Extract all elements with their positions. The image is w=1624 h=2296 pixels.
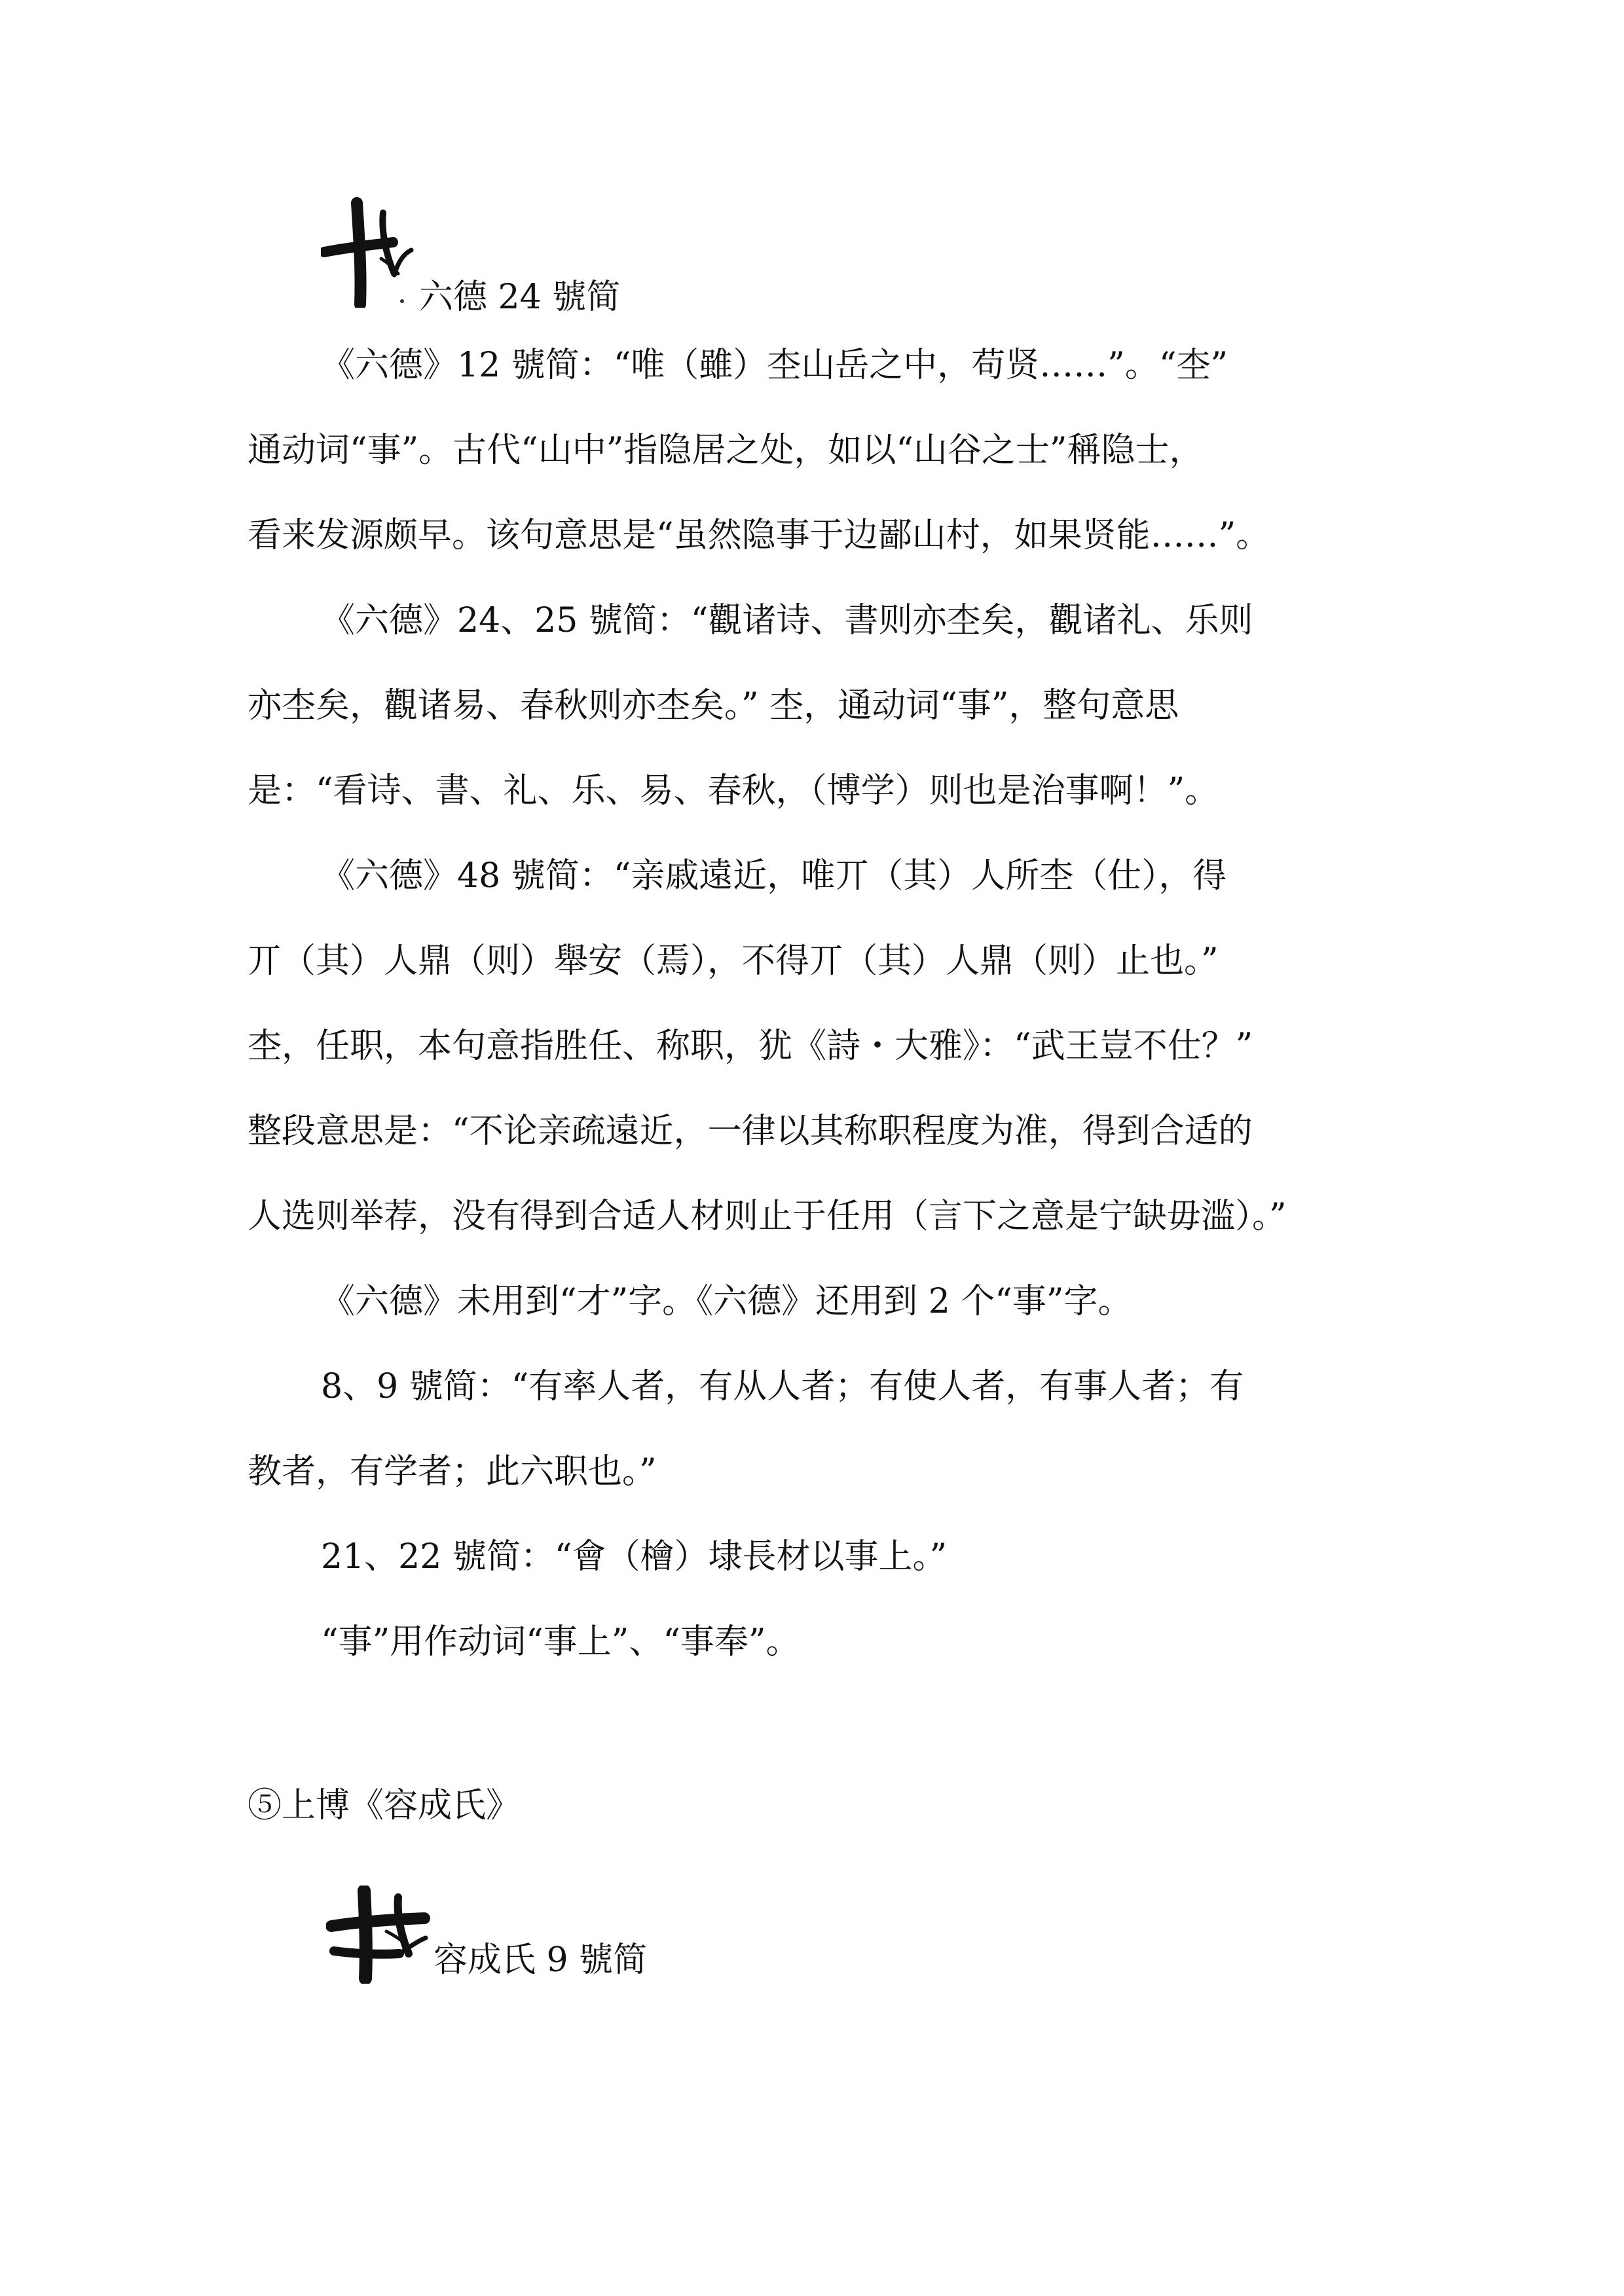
text-line-12: 《六德》未用到“才”字。《六德》还用到 2 个“事”字。 <box>321 1282 1132 1321</box>
text-line-10: 整段意思是：“不论亲疏遠近，一律以其称职程度为准，得到合适的 <box>248 1112 1253 1151</box>
text-line-1: 《六德》12 號简：“唯（雖）杢山岳之中，苟贤……”。“杢” <box>321 346 1228 385</box>
text-line-2: 通动词“事”。古代“山中”指隐居之处，如以“山谷之士”稱隐士， <box>248 431 1204 470</box>
text-line-13: 8、9 號简：“有率人者，有从人者；有使人者，有事人者；有 <box>321 1367 1244 1406</box>
text-line-8: 丌（其）人鼎（则）舉安（焉），不得丌（其）人鼎（则）止也。” <box>248 941 1219 981</box>
slip-glyph-liude-24-icon <box>321 196 419 308</box>
text-line-15: 21、22 號简：“會（檜）埭長材以事上。” <box>321 1537 948 1576</box>
section-heading: ⑤上博《容成氏》 <box>248 1786 521 1825</box>
text-line-14: 教者，有学者；此六职也。” <box>248 1452 657 1491</box>
text-line-11: 人选则举荐，没有得到合适人材则止于任用（言下之意是宁缺毋滥）。” <box>248 1197 1287 1236</box>
text-line-16: “事”用作动词“事上”、“事奉”。 <box>321 1622 800 1662</box>
text-line-5: 亦杢矣，觀诸易、春秋则亦杢矣。” 杢，通动词“事”，整句意思 <box>248 686 1179 725</box>
text-line-3: 看来发源颇早。该句意思是“虽然隐事于边鄙山村，如果贤能……”。 <box>248 516 1270 555</box>
figure-caption-liude-24: 六德 24 號简 <box>419 278 621 317</box>
text-line-9: 杢，任职，本句意指胜任、称职，犹《詩・大雅》：“武王豈不仕？” <box>248 1027 1253 1066</box>
slip-glyph-rongchengshi-9-icon <box>326 1886 431 1984</box>
text-line-7: 《六德》48 號简：“亲戚遠近，唯丌（其）人所杢（仕），得 <box>321 856 1227 896</box>
figure-caption-rongchengshi-9: 容成氏 9 號简 <box>434 1941 648 1980</box>
text-line-6: 是：“看诗、書、礼、乐、易、春秋，（博学）则也是治事啊！”。 <box>248 771 1219 811</box>
text-line-4: 《六德》24、25 號简：“觀诸诗、書则亦杢矣，觀诸礼、乐则 <box>321 601 1253 640</box>
